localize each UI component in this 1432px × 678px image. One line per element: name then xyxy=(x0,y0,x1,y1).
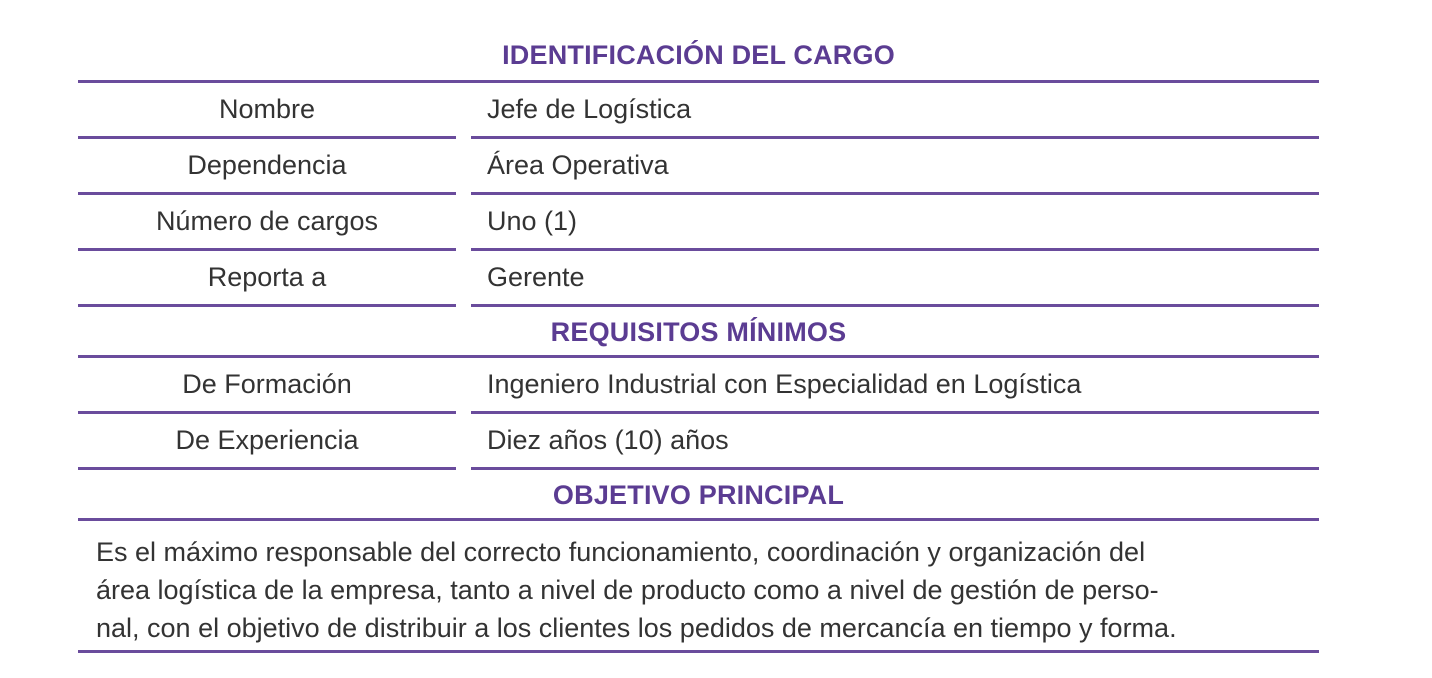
job-description-table xyxy=(78,30,1319,653)
section-title-objetivo: OBJETIVO PRINCIPAL xyxy=(78,470,1319,521)
row-label: Dependencia xyxy=(78,139,456,195)
table-row xyxy=(78,414,1319,470)
row-label: Número de cargos xyxy=(78,195,456,251)
table-row xyxy=(78,358,1319,414)
section-title-identificacion: IDENTIFICACIÓN DEL CARGO xyxy=(78,30,1319,83)
table-row xyxy=(78,83,1319,139)
objective-line: nal, con el objetivo de distribuir a los clientes los pedidos de mercancía en tiempo y forma. xyxy=(96,613,1177,643)
row-value: Diez años (10) años xyxy=(471,414,1319,470)
objective-line: Es el máximo responsable del correcto funcionamiento, coordinación y organización del xyxy=(96,537,1146,567)
row-label: De Formación xyxy=(78,358,456,414)
table-row xyxy=(78,251,1319,307)
row-label: De Experiencia xyxy=(78,414,456,470)
row-value: Gerente xyxy=(471,251,1319,307)
table-row xyxy=(78,195,1319,251)
row-value: Uno (1) xyxy=(471,195,1319,251)
row-label: Reporta a xyxy=(78,251,456,307)
row-label: Nombre xyxy=(78,83,456,139)
objective-paragraph xyxy=(78,521,1319,653)
row-value: Área Operativa xyxy=(471,139,1319,195)
row-value: Jefe de Logística xyxy=(471,83,1319,139)
row-value: Ingeniero Industrial con Especialidad en Logística xyxy=(471,358,1319,414)
objective-line: área logística de la empresa, tanto a nivel de producto como a nivel de gestión de perso- xyxy=(96,575,1159,605)
table-row xyxy=(78,139,1319,195)
section-title-requisitos: REQUISITOS MÍNIMOS xyxy=(78,307,1319,358)
